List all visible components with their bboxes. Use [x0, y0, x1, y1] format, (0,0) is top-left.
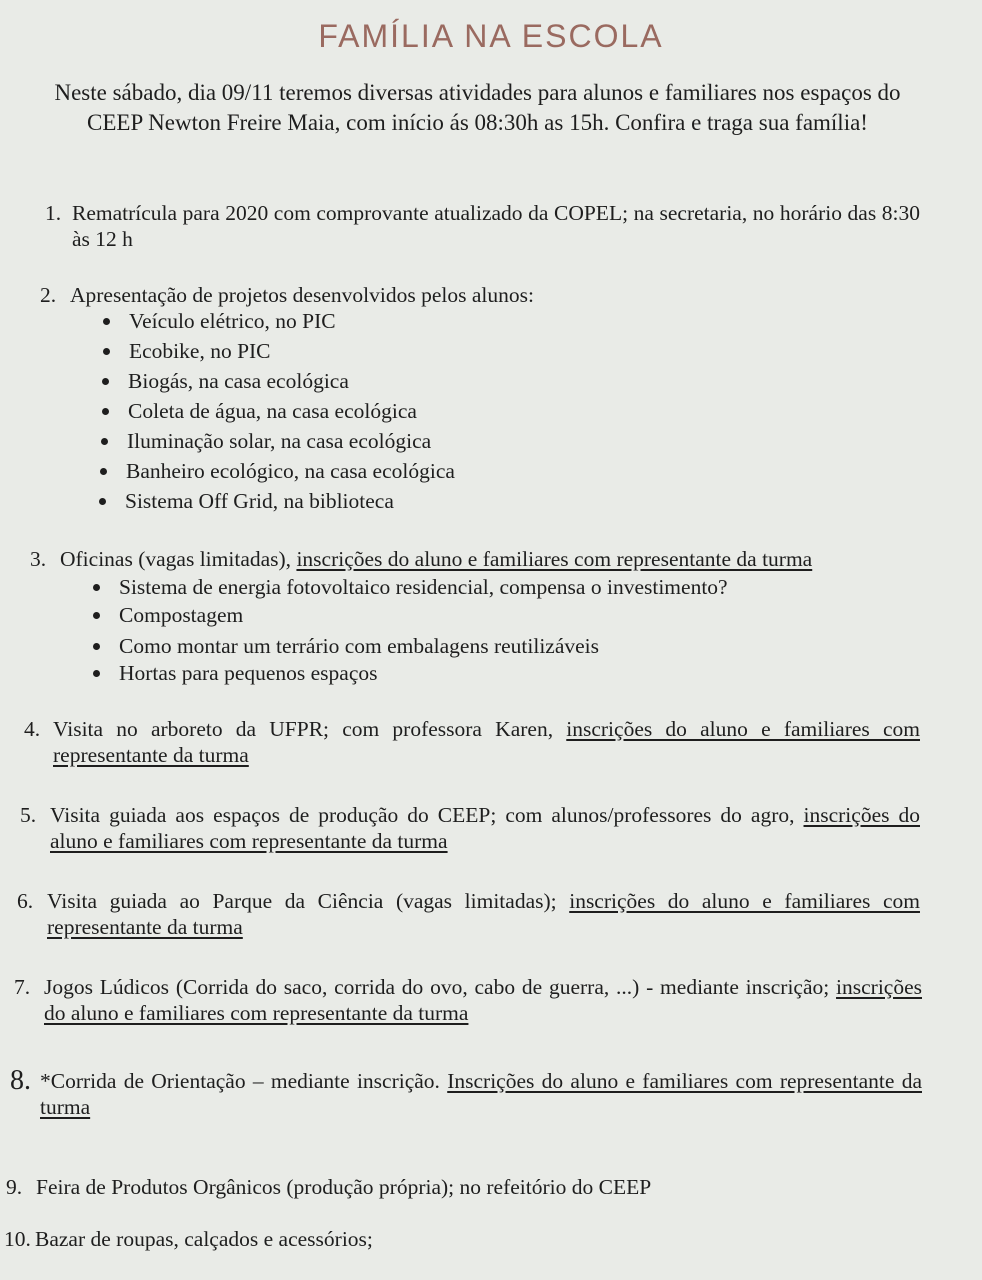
bullet-icon — [93, 643, 100, 650]
item-registration-note: inscrições do aluno e familiares com representante da turma — [50, 803, 920, 853]
item-text: *Corrida de Orientação – mediante inscrição. — [40, 1069, 448, 1093]
item-registration-note: inscrições do aluno e familiares com representante da turma — [53, 717, 920, 767]
item-text: Bazar de roupas, calçados e acessórios; — [35, 1227, 373, 1251]
item-number: 6. — [17, 889, 34, 913]
list-item-2-bullet-5: Iluminação solar, na casa ecológica — [101, 428, 431, 454]
list-item-2-bullet-2: Ecobike, no PIC — [103, 338, 271, 364]
bullet-icon — [103, 318, 110, 325]
list-item-8 — [10, 1065, 922, 1120]
item-text: Feira de Produtos Orgânicos (produção própria); no refeitório do CEEP — [36, 1175, 652, 1199]
list-item-2-bullet-3: Biogás, na casa ecológica — [102, 368, 349, 394]
item-number: 4. — [24, 717, 41, 741]
list-item-7 — [14, 974, 922, 1026]
page-title: FAMÍLIA NA ESCOLA — [318, 18, 664, 54]
item-number: 9. — [6, 1175, 23, 1199]
list-item-5 — [20, 802, 920, 854]
list-item-1 — [45, 200, 920, 252]
list-item-3-bullet-3: Como montar um terrário com embalagens reutilizáveis — [93, 633, 599, 659]
bullet-icon — [93, 584, 100, 591]
intro-paragraph: Neste sábado, dia 09/11 teremos diversas atividades para alunos e familiares nos espaços do CEEP Newton Freire Maia, com início ás 08:30h as 15h. Confira e traga sua família! — [54, 80, 901, 135]
item-registration-note: inscrições do aluno e familiares com representante da turma — [296, 547, 813, 571]
bullet-icon — [99, 498, 106, 505]
list-item-2-bullet-4: Coleta de água, na casa ecológica — [102, 398, 417, 424]
list-item-2 — [40, 282, 920, 308]
item-number: 10. — [4, 1227, 31, 1251]
list-item-4 — [24, 716, 920, 768]
item-number: 3. — [30, 547, 47, 571]
list-item-3-bullet-1: Sistema de energia fotovoltaico residencial, compensa o investimento? — [93, 574, 728, 600]
item-number: 5. — [20, 803, 37, 827]
item-text: Visita guiada ao Parque da Ciência (vagas limitadas); — [47, 889, 570, 913]
item-registration-note: Inscrições do aluno e familiares com representante da turma — [40, 1069, 922, 1119]
item-text: Apresentação de projetos desenvolvidos pelos alunos: — [70, 283, 534, 307]
bullet-icon — [102, 408, 109, 415]
bullet-icon — [102, 378, 109, 385]
item-text: Rematrícula para 2020 com comprovante atualizado da COPEL; na secretaria, no horário das 8:30 às 12 h — [72, 201, 920, 251]
list-item-9 — [6, 1174, 922, 1200]
item-number: 7. — [14, 975, 31, 999]
list-item-6 — [17, 888, 920, 940]
item-text: Visita no arboreto da UFPR; com professora Karen, — [53, 717, 567, 741]
item-text: Jogos Lúdicos (Corrida do saco, corrida do ovo, cabo de guerra, ...) - mediante inscrição; — [44, 975, 837, 999]
list-item-2-bullet-7: Sistema Off Grid, na biblioteca — [99, 488, 394, 514]
list-item-3-bullet-4: Hortas para pequenos espaços — [93, 660, 378, 686]
bullet-icon — [100, 468, 107, 475]
list-item-2-bullet-6: Banheiro ecológico, na casa ecológica — [100, 458, 455, 484]
item-text: Visita guiada aos espaços de produção do CEEP; com alunos/professores do agro, — [50, 803, 804, 827]
item-registration-note: inscrições do aluno e familiares com representante da turma — [47, 889, 920, 939]
item-number: 8. — [10, 1065, 31, 1096]
item-text: Oficinas (vagas limitadas), — [60, 547, 297, 571]
list-item-3 — [30, 546, 925, 572]
bullet-icon — [103, 348, 110, 355]
bullet-icon — [93, 612, 100, 619]
item-registration-note: inscrições do aluno e familiares com representante da turma — [44, 975, 922, 1025]
list-item-10 — [4, 1226, 922, 1252]
item-number: 2. — [40, 283, 57, 307]
bullet-icon — [101, 438, 108, 445]
list-item-2-bullet-1: Veículo elétrico, no PIC — [103, 308, 336, 334]
bullet-icon — [93, 670, 100, 677]
item-number: 1. — [45, 201, 62, 225]
list-item-3-bullet-2: Compostagem — [93, 602, 243, 628]
